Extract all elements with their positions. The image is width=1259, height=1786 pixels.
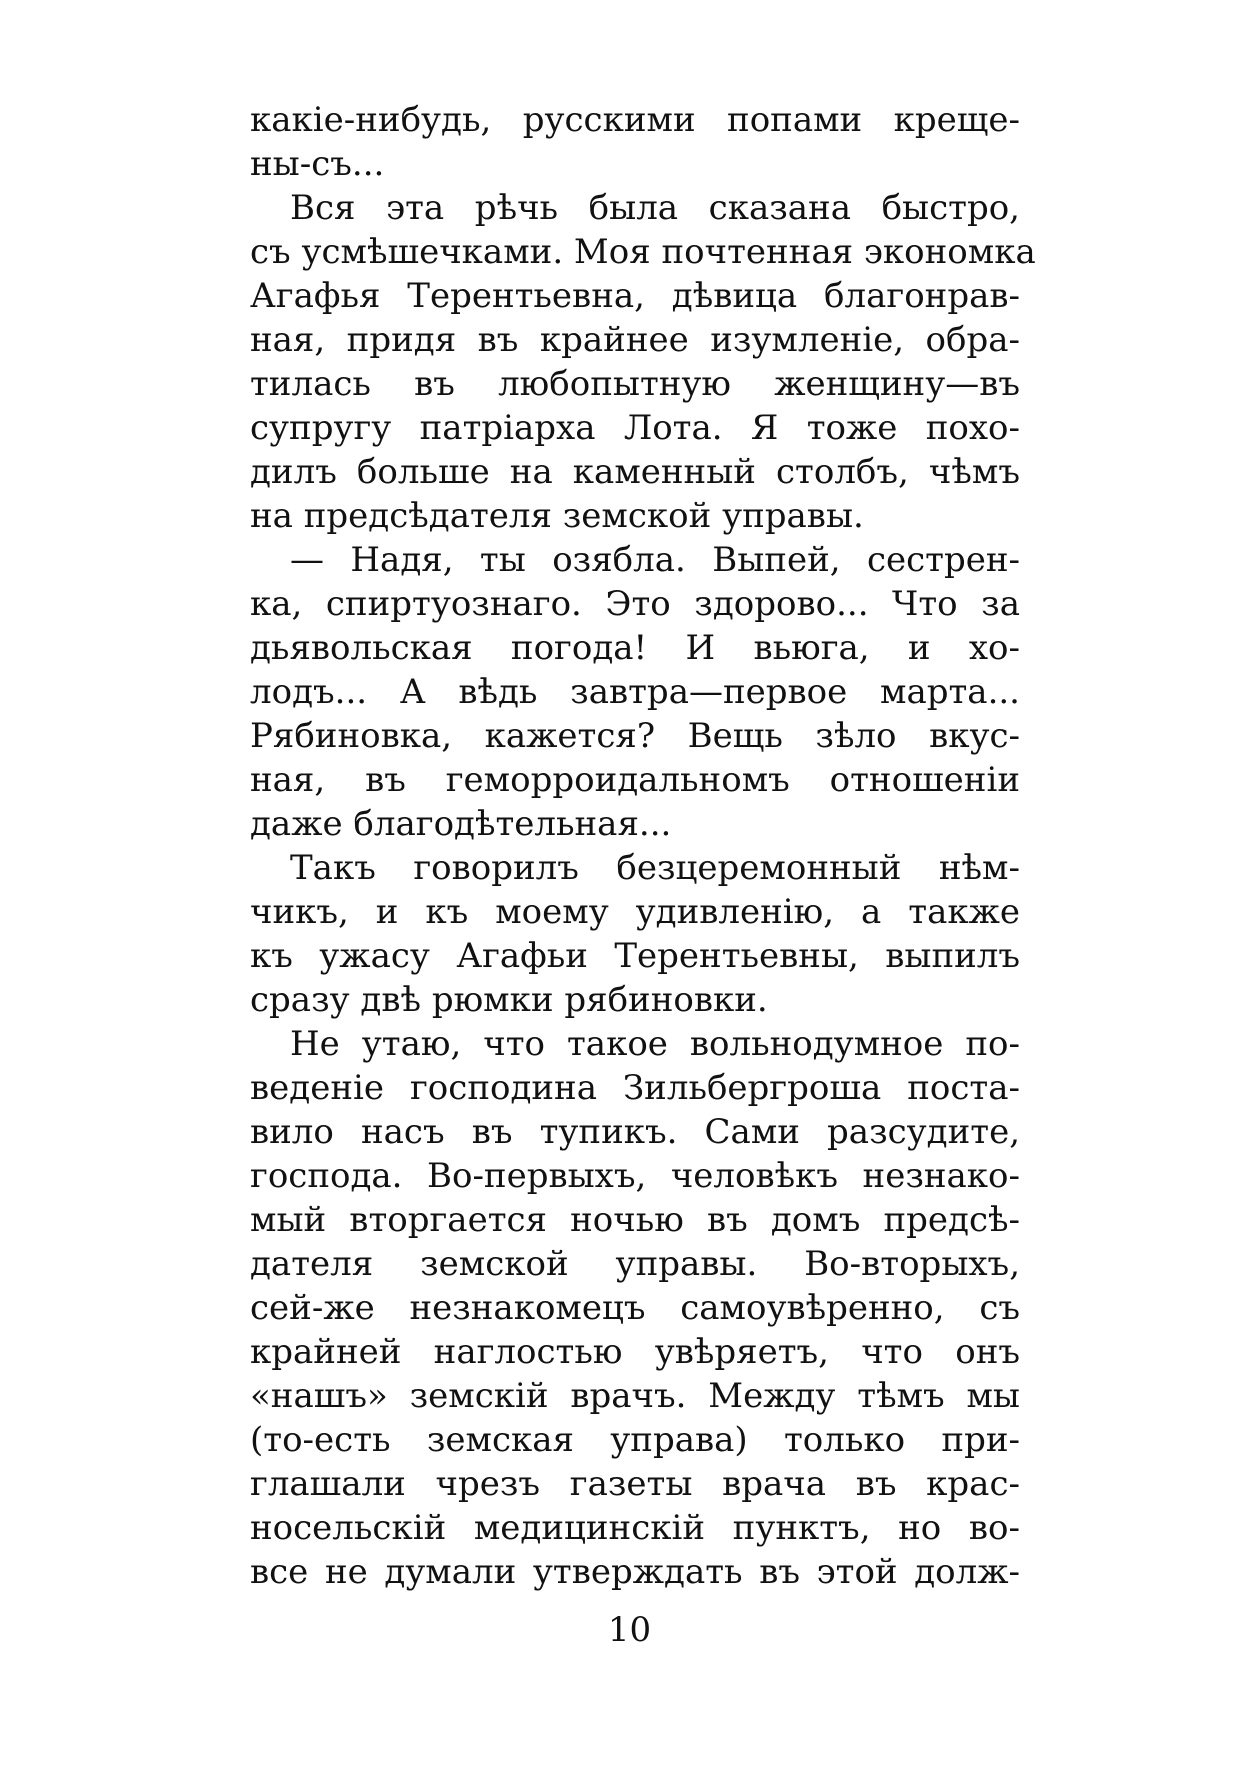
text-line: дателя земской управы. Во-вторыхъ, <box>250 1244 1020 1284</box>
text-line: сразу двѣ рюмки рябиновки. <box>250 980 768 1020</box>
text-line: все не думали утверждать въ этой долж- <box>250 1552 1020 1592</box>
text-line: лодъ... А вѣдь завтра—первое марта... <box>250 672 1020 712</box>
text-line: веденіе господина Зильбергроша поста- <box>250 1068 1020 1108</box>
body-text <box>250 98 1036 1594</box>
text-line: ны-съ... <box>250 144 385 184</box>
text-line: Не утаю, что такое вольнодумное по- <box>290 1024 1020 1064</box>
text-line: дьявольская погода! И вьюга, и хо- <box>250 628 1020 668</box>
text-line: глашали чрезъ газеты врача въ крас- <box>250 1464 1020 1504</box>
text-line: «нашъ» земскій врачъ. Между тѣмъ мы <box>250 1376 1020 1416</box>
text-line: дилъ больше на каменный столбъ, чѣмъ <box>250 452 1020 492</box>
text-line: къ ужасу Агафьи Терентьевны, выпилъ <box>250 936 1020 976</box>
text-line: на предсѣдателя земской управы. <box>250 496 864 536</box>
text-line: ная, въ геморроидальномъ отношеніи <box>250 760 1020 800</box>
text-line: (то-есть земская управа) только при- <box>250 1420 1020 1460</box>
text-line: Рябиновка, кажется? Вещь зѣло вкус- <box>250 716 1020 756</box>
text-line: мый вторгается ночью въ домъ предсѣ- <box>250 1200 1020 1240</box>
text-line: Вся эта рѣчь была сказана быстро, <box>290 188 1020 228</box>
page-number: 10 <box>607 1610 652 1650</box>
text-line: крайней наглостью увѣряетъ, что онъ <box>250 1332 1020 1372</box>
text-line: — Надя, ты озябла. Выпей, сестрен- <box>290 540 1020 580</box>
text-line: чикъ, и къ моему удивленію, а также <box>250 892 1020 932</box>
text-line: даже благодѣтельная... <box>250 804 672 844</box>
text-line: носельскій медицинскій пунктъ, но во- <box>250 1508 1020 1548</box>
text-line: тилась въ любопытную женщину—въ <box>250 364 1020 404</box>
text-line: Агафья Терентьевна, дѣвица благонрав- <box>250 276 1020 316</box>
text-line: господа. Во-первыхъ, человѣкъ незнако- <box>250 1156 1020 1196</box>
text-line: Такъ говорилъ безцеремонный нѣм- <box>290 848 1020 888</box>
text-line: вило насъ въ тупикъ. Сами разсудите, <box>250 1112 1020 1152</box>
text-line: какіе-нибудь, русскими попами креще- <box>250 100 1020 140</box>
text-line: ка, спиртуознаго. Это здорово... Что за <box>250 584 1020 624</box>
text-line: сей-же незнакомецъ самоувѣренно, съ <box>250 1288 1020 1328</box>
text-line: съ усмѣшечками. Моя почтенная экономка <box>250 232 1036 272</box>
text-line: супругу патріарха Лота. Я тоже похо- <box>250 408 1020 448</box>
text-line: ная, придя въ крайнее изумленіе, обра- <box>250 320 1020 360</box>
